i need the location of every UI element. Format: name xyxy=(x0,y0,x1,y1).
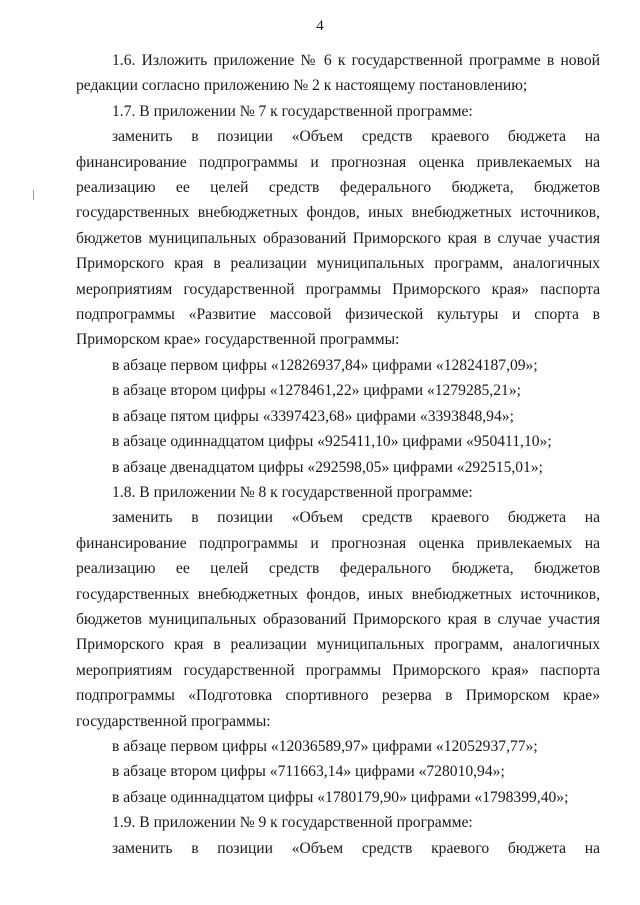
paragraph-1-8-item-3: в абзаце одиннадцатом цифры «1780179,90» цифрами «1798399,40»; xyxy=(112,788,569,806)
paragraph-1-7-item-1: в абзаце первом цифры «12826937,84» цифрами «12824187,09»; xyxy=(112,356,538,374)
paragraph-1-8-heading: 1.8. В приложении № 8 к государственной программе: xyxy=(112,483,473,501)
paragraph-1-9-heading: 1.9. В приложении № 9 к государственной программе: xyxy=(112,814,473,832)
paragraph-1-7-item-3: в абзаце пятом цифры «3397423,68» цифрами «3393848,94»; xyxy=(112,407,514,425)
paragraph-1-7-item-5: в абзаце двенадцатом цифры «292598,05» цифрами «292515,01»; xyxy=(112,458,543,476)
paragraph-1-9-replace-position: заменить в позиции «Объем средств краевого бюджета на xyxy=(112,839,600,857)
paragraph-1-7-heading: 1.7. В приложении № 7 к государственной программе: xyxy=(112,102,473,120)
paragraph-1-7-item-2: в абзаце втором цифры «1278461,22» цифрами «1279285,21»; xyxy=(112,382,521,400)
document-body xyxy=(76,48,600,861)
paragraph-1-6: 1.6. Изложить приложение № 6 к государственной программе в новой редакции согласно приложению № 2 к настоящему постановлению; xyxy=(76,52,600,95)
paragraph-1-8-replace-position: заменить в позиции «Объем средств краевого бюджета на финансирование подпрограммы и прогнозная оценка привлекаемых на реализацию ее целей средств федерального бюджета, бюджетов государственных внебюджетных фондов, иных внебюджетных источников, бюджетов муниципальных образований Приморского края в случае участия Приморского края в реализации муниципальных программ, аналогичных мероприятиям государственной программы Приморского края» паспорта подпрограммы «Подготовка спортивного резерва в Приморском крае» государственной программы: xyxy=(76,509,600,730)
paragraph-1-8-item-1: в абзаце первом цифры «12036589,97» цифрами «12052937,77»; xyxy=(112,737,538,755)
margin-mark xyxy=(33,190,34,200)
page-number: 4 xyxy=(316,18,324,34)
paragraph-1-8-item-2: в абзаце втором цифры «711663,14» цифрами «728010,94»; xyxy=(112,763,505,781)
paragraph-1-7-replace-position: заменить в позиции «Объем средств краевого бюджета на финансирование подпрограммы и прогнозная оценка привлекаемых на реализацию ее целей средств федерального бюджета, бюджетов государственных внебюджетных фондов, иных внебюджетных источников, бюджетов муниципальных образований Приморского края в случае участия Приморского края в реализации муниципальных программ, аналогичных мероприятиям государственной программы Приморского края» паспорта подпрограммы «Развитие массовой физической культуры и спорта в Приморском крае» государственной программы: xyxy=(76,128,600,349)
paragraph-1-7-item-4: в абзаце одиннадцатом цифры «925411,10» цифрами «950411,10»; xyxy=(112,433,552,451)
